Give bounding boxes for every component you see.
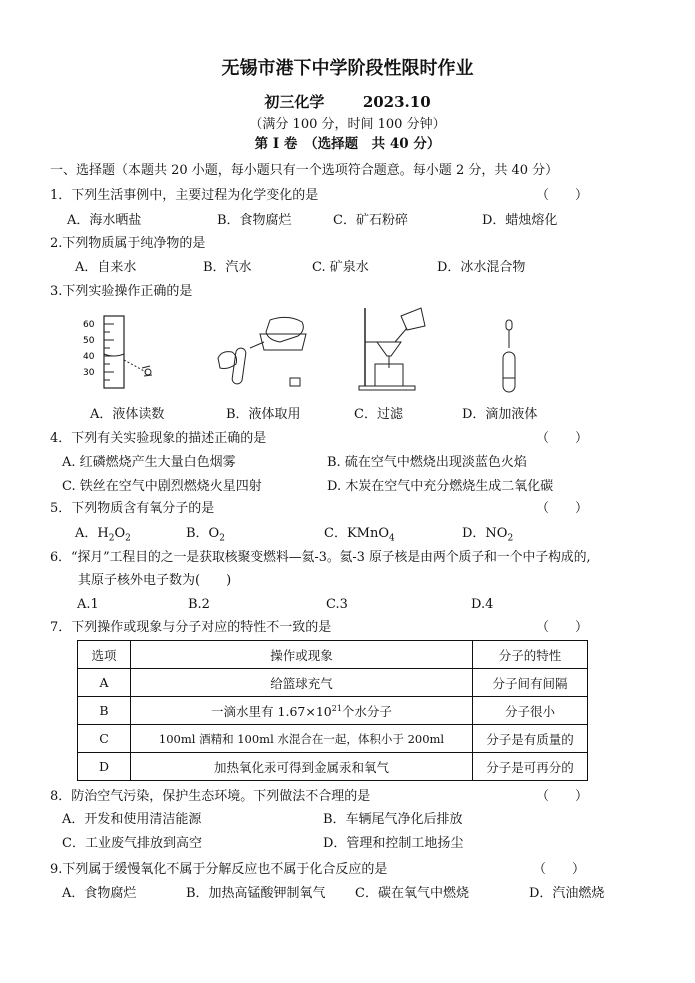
- q4-option-b: B. 硫在空气中燃烧出现淡蓝色火焰: [327, 455, 527, 470]
- q6-option-b: B.2: [188, 597, 210, 612]
- q8-answer-paren: （ ）: [536, 789, 589, 804]
- q5-stem: 5．下列物质含有氧分子的是: [50, 501, 215, 516]
- q3-option-c: C．过滤: [354, 407, 403, 422]
- q2-option-a: A．自来水: [75, 260, 137, 275]
- volume-heading: 第 I 卷 （选择题 共 40 分）: [254, 136, 441, 152]
- q6-option-a: A.1: [77, 597, 99, 612]
- table-cell: 一滴水里有 $1.67\times 10^{21}$个水分子: [131, 697, 473, 725]
- q4-stem: 4．下列有关实验现象的描述正确的是: [50, 431, 267, 446]
- score-time-note: （满分 100 分，时间 100 分钟）: [249, 117, 446, 132]
- exam-date: 2023.10: [362, 93, 431, 111]
- table-header: 分子的特性: [473, 641, 588, 669]
- q6-option-c: C.3: [326, 597, 348, 612]
- q4-option-d: D. 木炭在空气中充分燃烧生成二氧化碳: [327, 479, 554, 494]
- scale-label: 40: [83, 352, 95, 362]
- q5-option-c: C．KMnO$_4$: [324, 526, 395, 544]
- q9-option-d: D．汽油燃烧: [529, 886, 605, 901]
- scale-label: 30: [83, 368, 95, 378]
- table-cell: 分子间有间隔: [473, 669, 588, 697]
- q3-option-b: B．液体取用: [226, 407, 301, 422]
- table-cell: D: [78, 753, 131, 781]
- table-cell: 100ml 酒精和 100ml 水混合在一起，体积小于 200ml: [131, 725, 473, 753]
- q9-answer-paren: （ ）: [533, 862, 586, 877]
- q1-answer-paren: （ ）: [536, 188, 589, 203]
- table-cell: 分子很小: [473, 697, 588, 725]
- scale-label: 60: [83, 320, 95, 330]
- q6-stem-line1: 6．“探月”工程目的之一是获取核聚变燃料—氦-3。氦-3 原子核是由两个质子和一个中子构成的,: [50, 550, 591, 565]
- q6-option-d: D.4: [471, 597, 494, 612]
- table-header-row: [78, 641, 588, 669]
- subject: 初三化学: [264, 93, 325, 111]
- q1-option-d: D．蜡烛熔化: [482, 213, 558, 228]
- table-row: [78, 753, 588, 781]
- subtitle: [0, 93, 695, 111]
- q4-answer-paren: （ ）: [536, 431, 589, 446]
- table-row: [78, 669, 588, 697]
- table-header: 选项: [78, 641, 131, 669]
- q3-stem: 3.下列实验操作正确的是: [50, 284, 193, 299]
- q2-stem: 2.下列物质属于纯净物的是: [50, 236, 206, 251]
- q2-option-b: B．汽水: [203, 260, 252, 275]
- q7-answer-paren: （ ）: [536, 620, 589, 635]
- q6-stem-line2: 其原子核外电子数为( ): [78, 573, 232, 588]
- table-row: [78, 725, 588, 753]
- dropper-figure: [490, 318, 530, 396]
- q5-answer-paren: （ ）: [536, 501, 589, 516]
- pouring-liquid-figure: [210, 312, 310, 394]
- q2-option-d: D．冰水混合物: [437, 260, 526, 275]
- q9-option-b: B．加热高锰酸钾制氧气: [186, 886, 326, 901]
- q8-option-c: C．工业废气排放到高空: [62, 836, 202, 851]
- q1-option-c: C．矿石粉碎: [333, 213, 408, 228]
- graduated-cylinder-figure: [80, 312, 160, 392]
- table-header: 操作或现象: [131, 641, 473, 669]
- q1-stem: 1．下列生活事例中，主要过程为化学变化的是: [50, 188, 319, 203]
- q5-option-a: A．$H_2O_2$: [75, 526, 131, 544]
- table-cell: 加热氧化汞可得到金属汞和氧气: [131, 753, 473, 781]
- table-cell: 分子是有质量的: [473, 725, 588, 753]
- q8-option-d: D．管理和控制工地扬尘: [323, 836, 464, 851]
- page-title: 无锡市港下中学阶段性限时作业: [221, 58, 474, 79]
- q4-option-a: A. 红磷燃烧产生大量白色烟雾: [62, 455, 236, 470]
- q4-option-c: C. 铁丝在空气中剧烈燃烧火星四射: [62, 479, 262, 494]
- table-cell: B: [78, 697, 131, 725]
- scale-label: 50: [83, 336, 95, 346]
- q3-option-d: D．滴加液体: [462, 407, 538, 422]
- table-row: [78, 697, 588, 725]
- q5-option-d: D．$NO_2$: [462, 526, 514, 544]
- q8-stem: 8．防治空气污染，保护生态环境。下列做法不合理的是: [50, 789, 371, 804]
- q8-option-a: A．开发和使用清洁能源: [62, 812, 202, 827]
- q8-option-b: B．车辆尾气净化后排放: [323, 812, 463, 827]
- q5-option-b: B．$O_2$: [186, 526, 225, 544]
- table-cell: C: [78, 725, 131, 753]
- q9-option-c: C．碳在氧气中燃烧: [355, 886, 469, 901]
- q1-option-b: B．食物腐烂: [217, 213, 292, 228]
- q3-option-a: A．液体读数: [90, 407, 165, 422]
- q7-stem: 7．下列操作或现象与分子对应的特性不一致的是: [50, 620, 332, 635]
- filtration-figure: [355, 302, 435, 392]
- q7-table: [77, 640, 588, 781]
- table-cell: A: [78, 669, 131, 697]
- q9-option-a: A．食物腐烂: [62, 886, 137, 901]
- q2-option-c: C. 矿泉水: [312, 260, 369, 275]
- section-heading: 一、选择题（本题共 20 小题，每小题只有一个选项符合题意。每小题 2 分，共 40 分）: [50, 163, 559, 178]
- q9-stem: 9.下列属于缓慢氧化不属于分解反应也不属于化合反应的是: [50, 862, 388, 877]
- table-cell: 给篮球充气: [131, 669, 473, 697]
- table-cell: 分子是可再分的: [473, 753, 588, 781]
- q1-option-a: A．海水晒盐: [67, 213, 142, 228]
